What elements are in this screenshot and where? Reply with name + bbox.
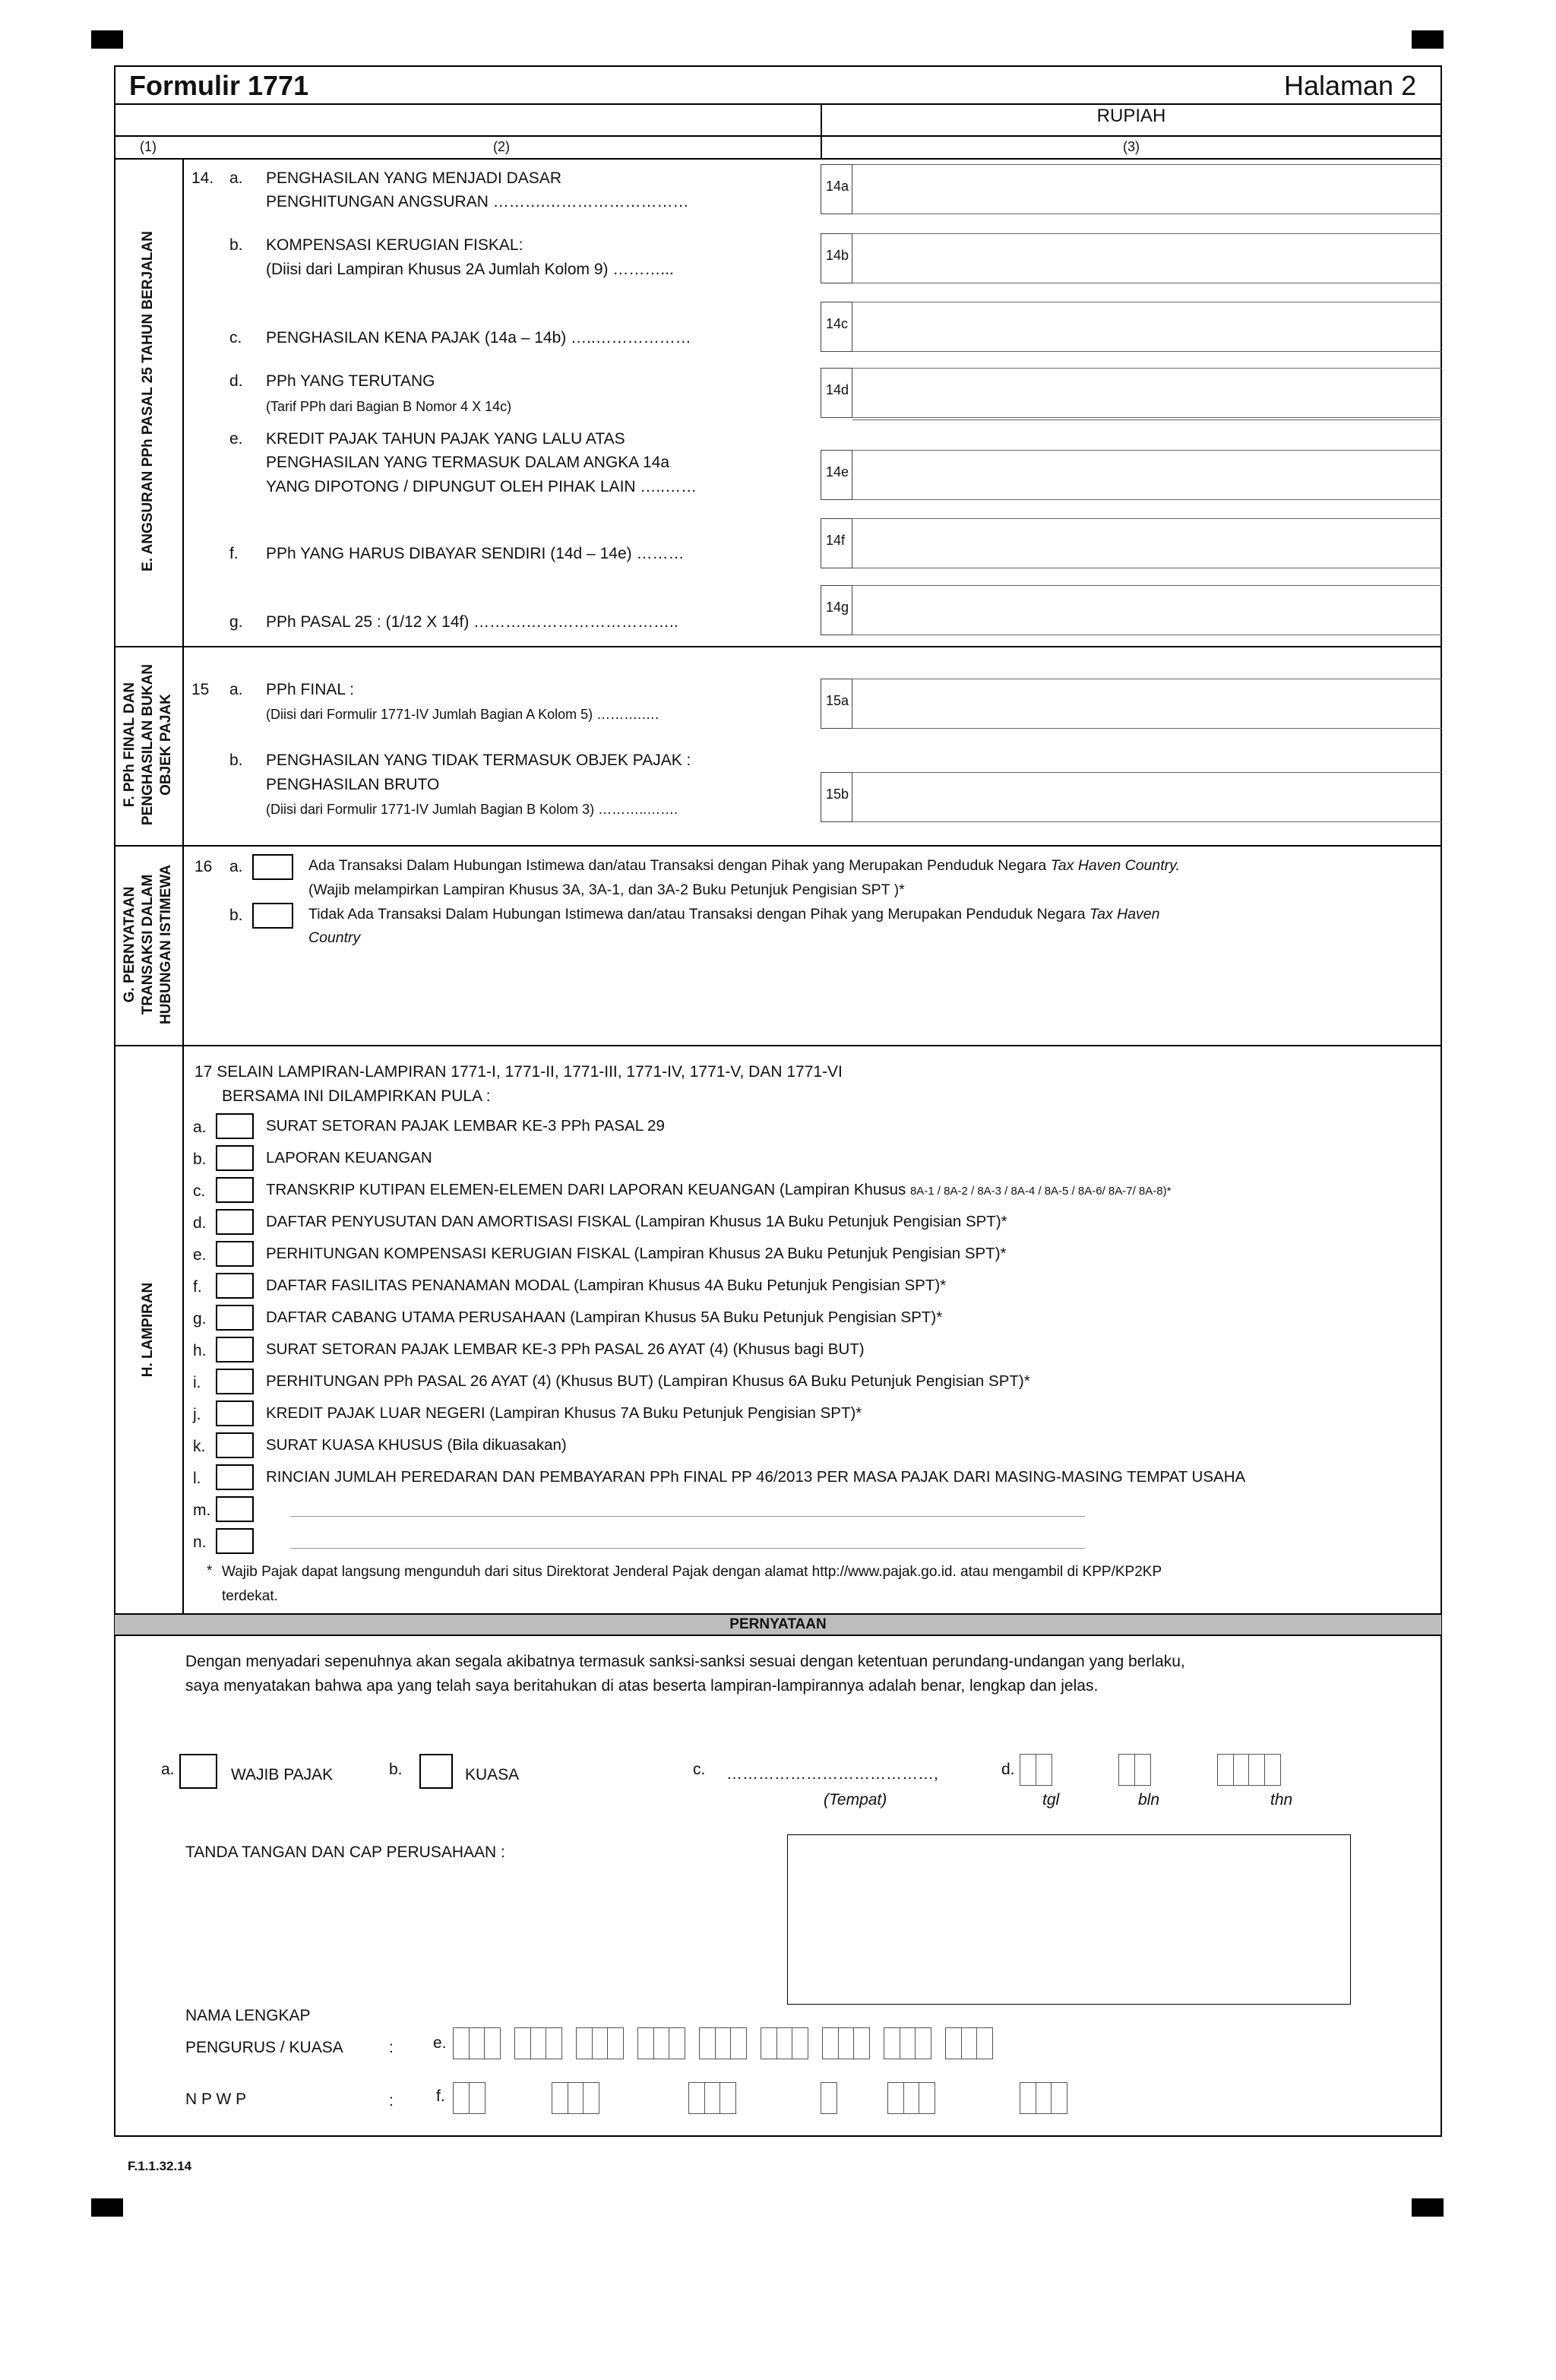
divider <box>114 103 1442 105</box>
column-3-header: (3) <box>1123 139 1140 154</box>
item-14a-label: PENGHASILAN YANG MENJADI DASAR <box>266 169 561 187</box>
field-14d-input[interactable] <box>852 417 1442 418</box>
section-e-title: E. ANGSURAN PPh PASAL 25 TAHUN BERJALAN <box>140 231 156 571</box>
divider <box>114 845 1442 847</box>
date-month-caption: bln <box>1138 1791 1160 1809</box>
section-f-title-line: OBJEK PAJAK <box>158 694 174 796</box>
item-16b-text-line: Tidak Ada Transaksi Dalam Hubungan Istimewa dan/atau Transaksi dengan Pihak yang Merupakan Penduduk Negara <box>308 906 1086 923</box>
item-16-number: 16 <box>194 858 213 875</box>
item-14a-label: PENGHITUNGAN ANGSURAN ……….……………………… <box>266 193 689 210</box>
lampiran-item-text: KREDIT PAJAK LUAR NEGERI (Lampiran Khusus 7A Buku Petunjuk Pengisian SPT)* <box>266 1404 862 1422</box>
lampiran-item-text: DAFTAR PENYUSUTAN DAN AMORTISASI FISKAL (Lampiran Khusus 1A Buku Petunjuk Pengisian SPT)* <box>266 1213 1007 1230</box>
nama-letter: e. <box>433 2034 447 2052</box>
lampiran-checkbox[interactable] <box>216 1305 254 1331</box>
lampiran-checkbox[interactable] <box>216 1496 254 1522</box>
item-14g-label: PPh PASAL 25 : (1/12 X 14f) ……….……………………….. <box>266 613 678 631</box>
item-15b-label: (Diisi dari Formulir 1771-IV Jumlah Bagian B Kolom 3) ………..……. <box>266 802 678 817</box>
checkbox-16b[interactable] <box>252 903 293 929</box>
lampiran-item-label <box>266 1244 1007 1264</box>
item-15b-letter: b. <box>229 752 243 769</box>
field-14b-code-box <box>821 233 852 283</box>
divider <box>114 1635 1442 1636</box>
lampiran-item-letter: e. <box>193 1246 207 1264</box>
checkbox-wajib-pajak[interactable] <box>179 1754 217 1789</box>
column-1-header: (1) <box>140 139 157 154</box>
item-14e-label: YANG DIPOTONG / DIPUNGUT OLEH PIHAK LAIN …..…… <box>266 478 697 495</box>
pernyataan-text: Dengan menyadari sepenuhnya akan segala akibatnya termasuk sanksi-sanksi sesuai dengan ketentuan perundang-undangan yang berlaku, <box>185 1653 1185 1670</box>
date-year-caption: thn <box>1270 1791 1293 1809</box>
item-14f-label: PPh YANG HARUS DIBAYAR SENDIRI (14d – 14e) ……… <box>266 545 685 562</box>
field-14d-code: 14d <box>826 382 849 397</box>
item-15a-label: PPh FINAL : <box>266 681 354 698</box>
lampiran-checkbox[interactable] <box>216 1369 254 1394</box>
item-14-number: 14. <box>191 169 214 187</box>
item-15b-label: PENGHASILAN BRUTO <box>266 776 440 793</box>
lampiran-item-label <box>266 1148 432 1168</box>
item-16a-letter: a. <box>229 858 243 875</box>
item-15a-label: (Diisi dari Formulir 1771-IV Jumlah Bagian A Kolom 5) ……….…. <box>266 707 659 722</box>
field-14d-code-box <box>821 368 852 418</box>
item-16b-letter: b. <box>229 907 243 924</box>
item-16b-text-italic: Tax Haven <box>1089 906 1160 923</box>
field-line <box>852 518 1442 519</box>
field-line <box>852 450 1442 451</box>
lampiran-item-label <box>266 1308 942 1328</box>
lampiran-checkbox[interactable] <box>216 1337 254 1362</box>
item-14d-label: (Tarif PPh dari Bagian B Nomor 4 X 14c) <box>266 399 512 414</box>
field-15a-input[interactable] <box>852 728 1442 729</box>
lampiran-item-label <box>266 1467 1245 1487</box>
signature-label: TANDA TANGAN DAN CAP PERUSAHAAN : <box>185 1844 505 1861</box>
field-line <box>852 585 1442 586</box>
lampiran-item-label <box>266 1116 665 1136</box>
date-letter: d. <box>1001 1761 1015 1778</box>
field-line <box>852 419 1442 420</box>
lampiran-other-input[interactable] <box>290 1548 1085 1549</box>
signature-box[interactable] <box>787 1834 1351 2005</box>
item-14c-letter: c. <box>229 329 242 347</box>
pernyataan-text: saya menyatakan bahwa apa yang telah saya beritahukan di atas beserta lampiran-lampirannya adalah benar, lengkap dan jelas. <box>185 1677 1099 1695</box>
item-14e-label: KREDIT PAJAK TAHUN PAJAK YANG LALU ATAS <box>266 430 625 448</box>
lampiran-item-letter: i. <box>193 1374 201 1391</box>
lampiran-item-text: TRANSKRIP KUTIPAN ELEMEN-ELEMEN DARI LAPORAN KEUANGAN (Lampiran Khusus <box>266 1181 910 1198</box>
registration-mark-top-right <box>1412 30 1444 49</box>
item-16a-text <box>308 856 1180 875</box>
date-day-cells[interactable] <box>1020 1754 1051 1786</box>
lampiran-checkbox[interactable] <box>216 1145 254 1171</box>
lampiran-item-text: DAFTAR CABANG UTAMA PERUSAHAAN (Lampiran Khusus 5A Buku Petunjuk Pengisian SPT)* <box>266 1309 943 1326</box>
item-14e-label: PENGHASILAN YANG TERMASUK DALAM ANGKA 14a <box>266 454 670 471</box>
registration-mark-bottom-right <box>1412 2198 1444 2217</box>
item-14d-label: PPh YANG TERUTANG <box>266 372 435 390</box>
pernyataan-title: PERNYATAAN <box>729 1616 827 1632</box>
item-17-intro: BERSAMA INI DILAMPIRKAN PULA : <box>222 1087 491 1105</box>
lampiran-other-input[interactable] <box>290 1516 1085 1517</box>
date-year-cells[interactable] <box>1217 1754 1279 1786</box>
item-16b-text-italic: Country <box>308 929 361 946</box>
section-f-title-line: PENGHASILAN BUKAN <box>140 663 156 826</box>
npwp-letter: f. <box>436 2087 445 2105</box>
tempat-field[interactable]: …………………………………, <box>726 1765 938 1783</box>
section-f-title <box>121 664 176 825</box>
item-14c-label: PENGHASILAN KENA PAJAK (14a – 14b) …..……………… <box>266 329 691 347</box>
form-code: F.1.1.32.14 <box>128 2159 192 2173</box>
rupiah-header: RUPIAH <box>1096 106 1166 126</box>
kuasa-letter: b. <box>389 1761 403 1778</box>
field-14c-code: 14c <box>826 316 849 331</box>
lampiran-item-letter: h. <box>193 1342 207 1359</box>
lampiran-checkbox[interactable] <box>216 1177 254 1203</box>
column-2-header: (2) <box>493 139 510 154</box>
lampiran-item-letter: c. <box>193 1182 206 1200</box>
wajib-pajak-label: WAJIB PAJAK <box>231 1766 334 1783</box>
lampiran-checkbox[interactable] <box>216 1432 254 1458</box>
field-line <box>852 368 1442 369</box>
lampiran-item-letter: a. <box>193 1119 207 1136</box>
field-14f-code: 14f <box>826 533 846 548</box>
lampiran-item-letter: j. <box>193 1406 201 1423</box>
npwp-colon: : <box>389 2092 394 2109</box>
lampiran-item-letter: n. <box>193 1533 207 1551</box>
lampiran-item-letter: b. <box>193 1150 207 1168</box>
lampiran-checkbox[interactable] <box>216 1209 254 1235</box>
divider <box>114 646 1442 647</box>
divider <box>114 1045 1442 1046</box>
lampiran-item-small: 8A-1 / 8A-2 / 8A-3 / 8A-4 / 8A-5 / 8A-6/ 8A-7/ 8A-8)* <box>909 1185 1172 1198</box>
field-15b-code-box <box>821 772 852 822</box>
nama-label: NAMA LENGKAP <box>185 2007 311 2024</box>
divider <box>114 158 1442 160</box>
lampiran-checkbox[interactable] <box>216 1113 254 1139</box>
lampiran-checkbox[interactable] <box>216 1241 254 1267</box>
section-h-title: H. LAMPIRAN <box>140 1282 156 1378</box>
item-17-intro: 17 SELAIN LAMPIRAN-LAMPIRAN 1771-I, 1771-II, 1771-III, 1771-IV, 1771-V, DAN 1771-VI <box>194 1063 843 1081</box>
field-14e-code-box <box>821 450 852 500</box>
lampiran-item-label <box>266 1435 567 1455</box>
npwp-label: N P W P <box>185 2090 247 2108</box>
lampiran-item-text: LAPORAN KEUANGAN <box>266 1149 432 1166</box>
lampiran-checkbox[interactable] <box>216 1464 254 1490</box>
item-16b-text <box>308 904 1160 924</box>
field-15b-code: 15b <box>826 786 849 802</box>
tempat-caption: (Tempat) <box>824 1791 887 1809</box>
item-15-number: 15 <box>191 681 210 698</box>
checkbox-16a[interactable] <box>252 854 293 880</box>
lampiran-item-letter: d. <box>193 1214 207 1232</box>
item-14e-letter: e. <box>229 430 243 448</box>
lampiran-item-text: DAFTAR FASILITAS PENANAMAN MODAL (Lampiran Khusus 4A Buku Petunjuk Pengisian SPT)* <box>266 1277 947 1294</box>
section-g-title-line: G. PERNYATAAN <box>122 886 138 1003</box>
field-14g-code: 14g <box>826 600 849 615</box>
date-day-caption: tgl <box>1042 1791 1060 1809</box>
field-14e-input[interactable] <box>852 499 1442 500</box>
date-month-cells[interactable] <box>1118 1754 1150 1786</box>
item-14g-letter: g. <box>229 613 243 631</box>
npwp-cells-3[interactable] <box>688 2082 735 2114</box>
npwp-cells-1[interactable] <box>453 2082 484 2114</box>
lampiran-checkbox[interactable] <box>216 1273 254 1299</box>
lampiran-item-label <box>266 1372 1030 1391</box>
form-title: Formulir 1771 <box>129 70 309 101</box>
field-15b-input[interactable] <box>852 821 1442 822</box>
lampiran-item-letter: g. <box>193 1310 207 1328</box>
nama-label: PENGURUS / KUASA <box>185 2039 343 2056</box>
page-label: Halaman 2 <box>1284 70 1417 101</box>
lampiran-checkbox[interactable] <box>216 1528 254 1554</box>
lampiran-item-label <box>266 1180 1171 1201</box>
divider <box>182 158 184 1613</box>
npwp-cells-5[interactable] <box>887 2082 935 2114</box>
lampiran-item-letter: k. <box>193 1438 206 1455</box>
lampiran-item-text: SURAT SETORAN PAJAK LEMBAR KE-3 PPh PASAL 29 <box>266 1117 665 1135</box>
lampiran-item-text: PERHITUNGAN KOMPENSASI KERUGIAN FISKAL (Lampiran Khusus 2A Buku Petunjuk Pengisian SPT)* <box>266 1245 1007 1262</box>
npwp-cells-2[interactable] <box>552 2082 599 2114</box>
field-line <box>852 233 1442 234</box>
item-15b-label: PENGHASILAN YANG TIDAK TERMASUK OBJEK PAJAK : <box>266 752 691 769</box>
field-line <box>852 772 1442 773</box>
nama-cells[interactable] <box>453 2027 1007 2059</box>
item-14b-letter: b. <box>229 236 243 254</box>
lampiran-item-text: SURAT KUASA KHUSUS (Bila dikuasakan) <box>266 1436 567 1454</box>
lampiran-item-letter: f. <box>193 1278 202 1296</box>
lampiran-item-label <box>266 1212 1007 1232</box>
kuasa-label: KUASA <box>465 1766 520 1783</box>
footnote-text: Wajib Pajak dapat langsung mengunduh dari situs Direktorat Jenderal Pajak dengan alamat http://www.pajak.go.id. atau mengambil di KPP/KP2KP <box>222 1564 1162 1580</box>
checkbox-kuasa[interactable] <box>419 1754 453 1789</box>
field-14c-code-box <box>821 302 852 352</box>
lampiran-item-label <box>266 1340 865 1359</box>
wajib-pajak-letter: a. <box>161 1761 175 1778</box>
lampiran-item-text: PERHITUNGAN PPh PASAL 26 AYAT (4) (Khusus BUT) (Lampiran Khusus 6A Buku Petunjuk Pengisian SPT)* <box>266 1372 1030 1390</box>
tempat-letter: c. <box>693 1761 706 1778</box>
field-14c-input[interactable] <box>852 351 1442 352</box>
lampiran-item-letter: l. <box>193 1470 201 1487</box>
lampiran-item-text: RINCIAN JUMLAH PEREDARAN DAN PEMBAYARAN PPh FINAL PP 46/2013 PER MASA PAJAK DARI MASING-MASING TEMPAT USAHA <box>266 1468 1246 1486</box>
lampiran-item-label <box>266 1276 946 1296</box>
item-16a-note: (Wajib melampirkan Lampiran Khusus 3A, 3A-1, dan 3A-2 Buku Petunjuk Pengisian SPT )* <box>308 881 905 898</box>
section-g-title-line: TRANSAKSI DALAM <box>140 874 156 1015</box>
item-16a-text-line: Ada Transaksi Dalam Hubungan Istimewa dan/atau Transaksi dengan Pihak yang Merupakan Penduduk Negara <box>308 857 1047 874</box>
field-14f-code-box <box>821 518 852 568</box>
footnote-star: * <box>207 1563 213 1579</box>
item-14b-label: (Diisi dari Lampiran Khusus 2A Jumlah Kolom 9) ………... <box>266 261 674 278</box>
lampiran-item-label <box>266 1404 862 1423</box>
field-15a-code: 15a <box>826 693 849 708</box>
registration-mark-bottom-left <box>91 2198 123 2217</box>
item-15a-letter: a. <box>229 681 243 698</box>
item-14d-letter: d. <box>229 372 243 390</box>
field-14a-code-box <box>821 164 852 214</box>
npwp-cells-4[interactable] <box>821 2082 837 2114</box>
section-f-title-line: F. PPh FINAL DAN <box>122 682 138 808</box>
item-14a-letter: a. <box>229 169 243 187</box>
section-g-title-line: HUBUNGAN ISTIMEWA <box>158 864 174 1025</box>
lampiran-item-text: SURAT SETORAN PAJAK LEMBAR KE-3 PPh PASAL 26 AYAT (4) (Khusus bagi BUT) <box>266 1340 865 1358</box>
lampiran-item-letter: m. <box>193 1502 211 1519</box>
registration-mark-top-left <box>91 30 123 49</box>
item-14f-letter: f. <box>229 545 239 562</box>
field-14a-code: 14a <box>826 179 849 194</box>
footnote-text: terdekat. <box>222 1588 278 1604</box>
field-line <box>852 164 1442 165</box>
field-14g-code-box <box>821 585 852 635</box>
section-g-title <box>121 865 176 1024</box>
item-14b-label: KOMPENSASI KERUGIAN FISKAL: <box>266 236 523 254</box>
field-15a-code-box <box>821 679 852 729</box>
nama-colon: : <box>389 2039 394 2056</box>
item-16a-text-italic: Tax Haven Country. <box>1050 857 1180 874</box>
field-14b-code: 14b <box>826 248 849 263</box>
npwp-cells-6[interactable] <box>1020 2082 1067 2114</box>
lampiran-checkbox[interactable] <box>216 1400 254 1426</box>
field-14e-code: 14e <box>826 464 849 479</box>
